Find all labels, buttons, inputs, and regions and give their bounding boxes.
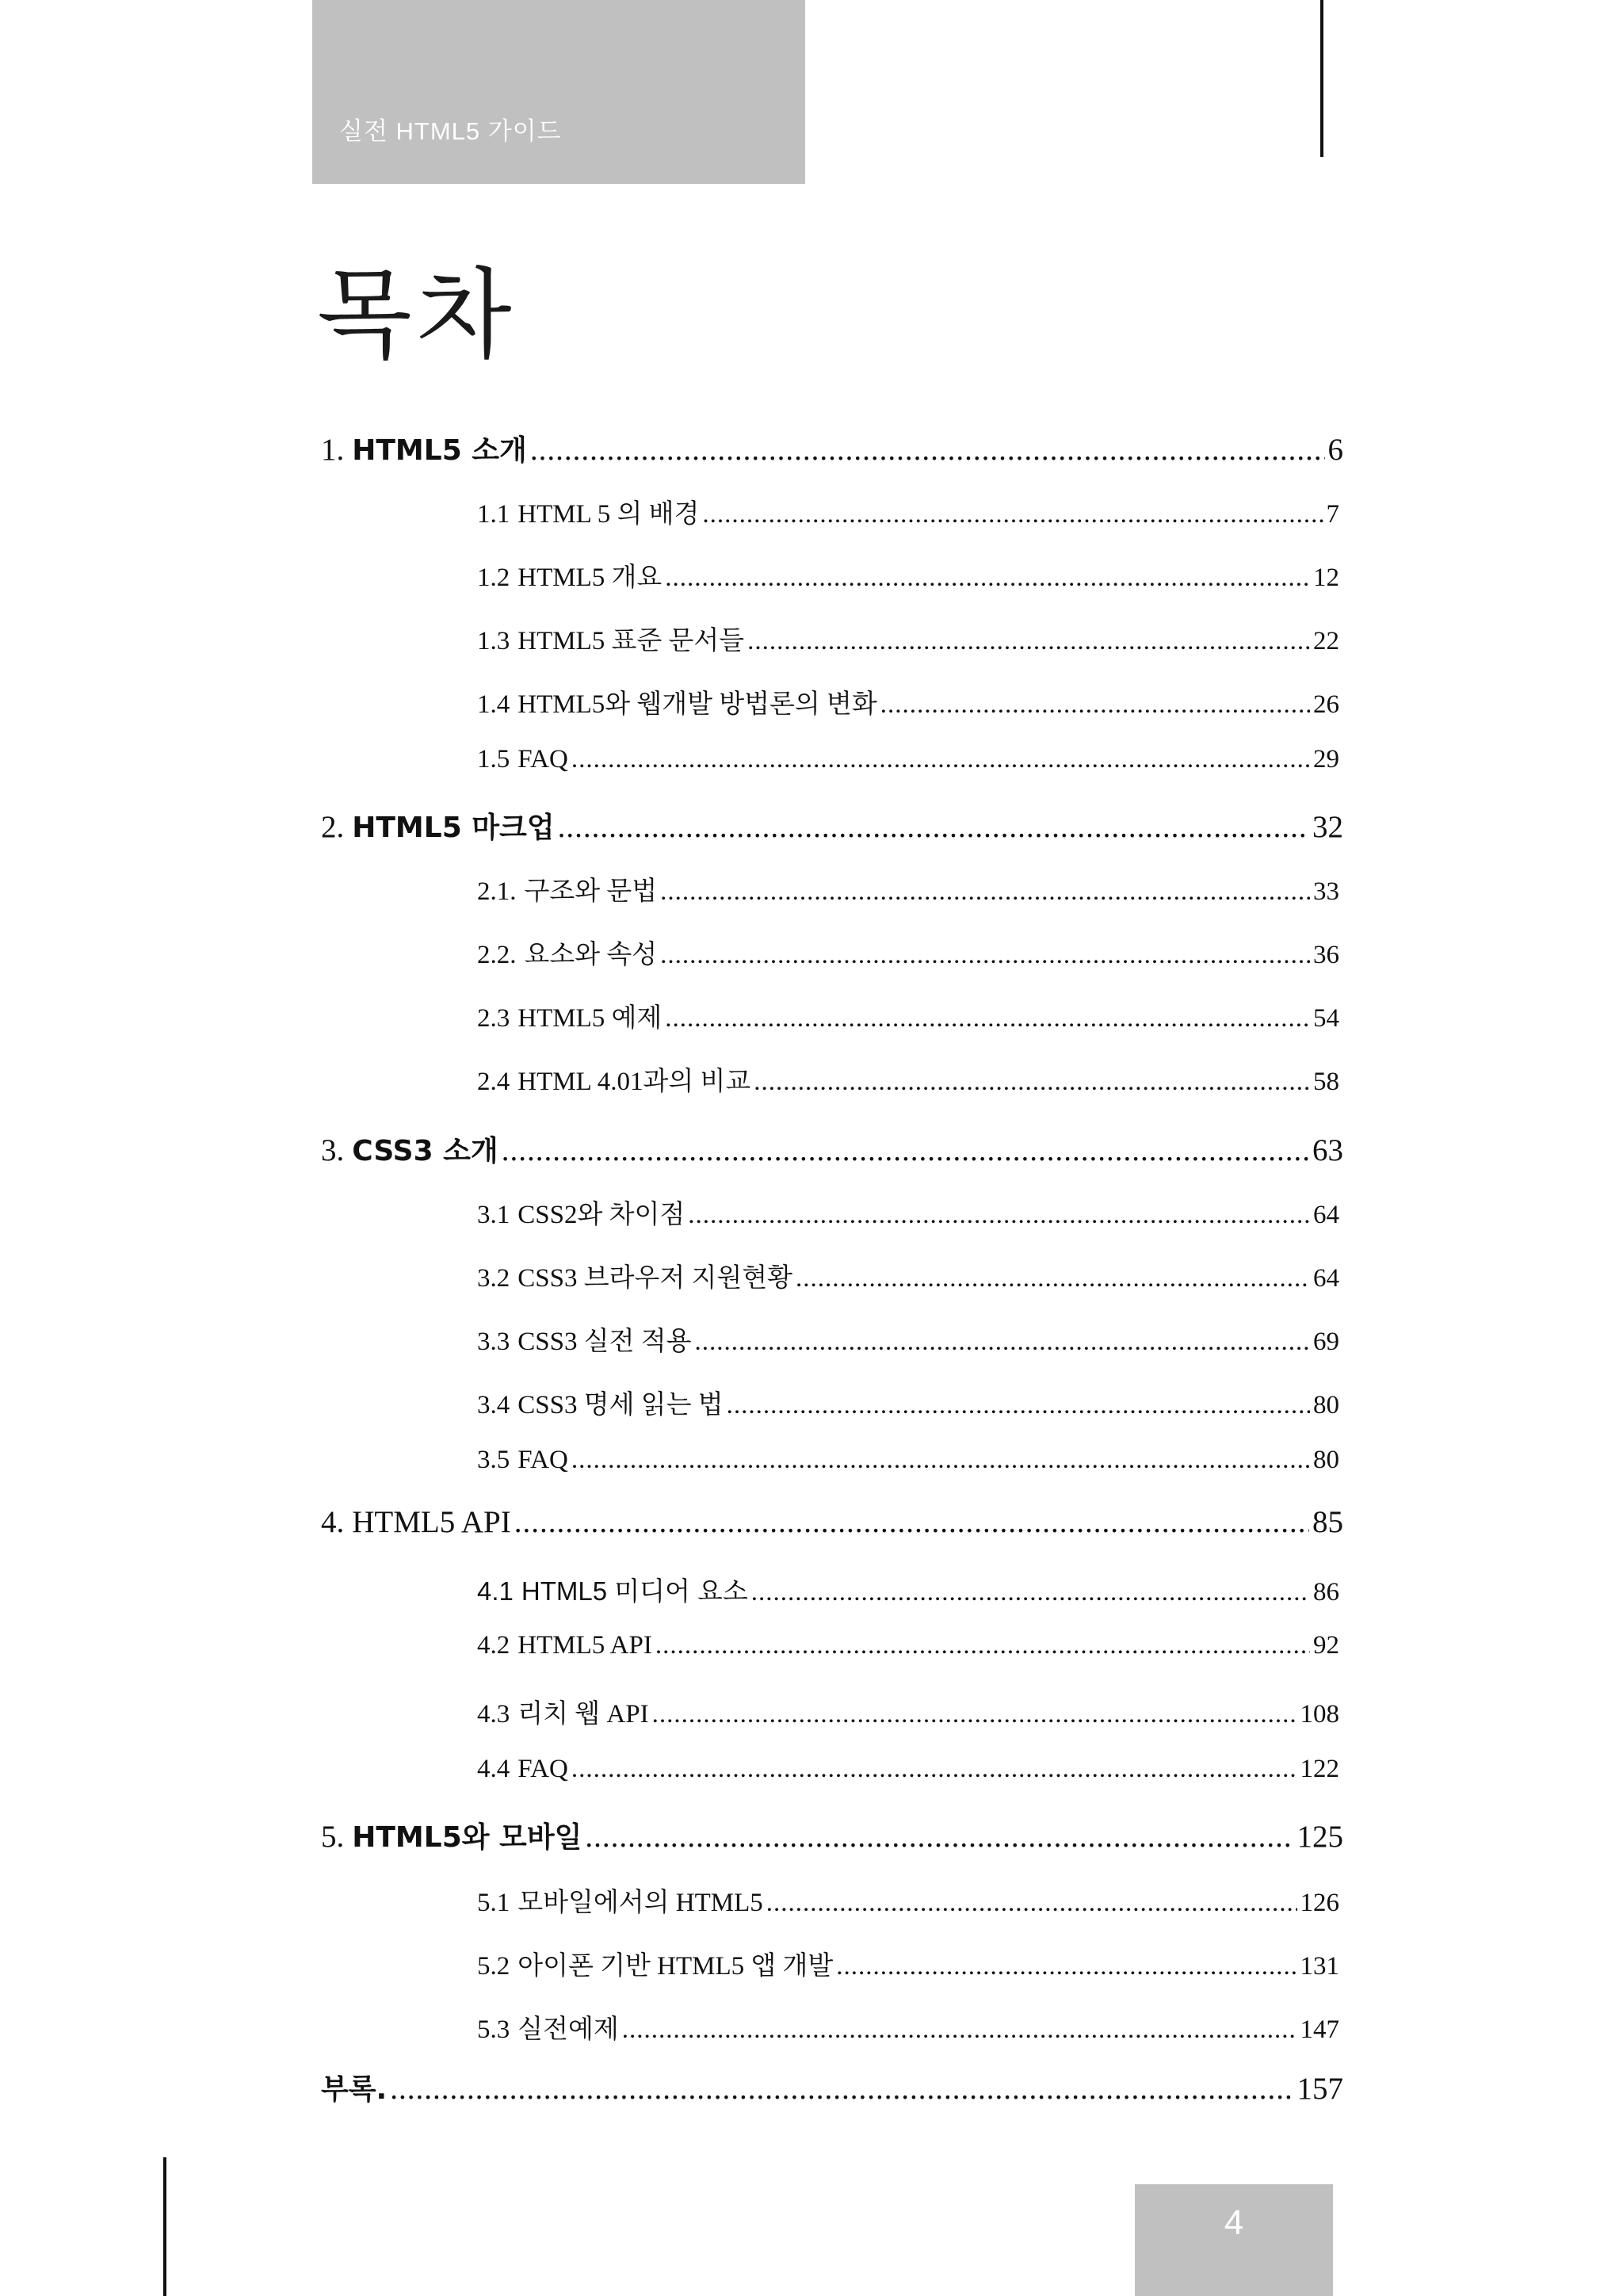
toc-entry-label: HTML5 예제	[517, 1004, 663, 1033]
toc-entry-page: 157	[1296, 2072, 1343, 2106]
toc-entry-label: 구조와 문법	[524, 877, 658, 906]
toc-entry-page: 58	[1313, 1068, 1339, 1096]
toc-entry-page: 36	[1313, 941, 1339, 969]
toc-entry-number: 5.	[321, 1820, 345, 1854]
bottom-margin-rule	[163, 2157, 166, 2296]
toc-section-entry[interactable]	[477, 1571, 1339, 1608]
toc-entry-label: HTML 5 의 배경	[517, 500, 700, 529]
toc-section-entry[interactable]	[477, 1755, 1339, 1784]
toc-entry-number: 4.	[321, 1505, 345, 1539]
toc-dot-leader	[652, 1700, 1297, 1729]
toc-entry-label: 실전예제	[517, 2015, 619, 2044]
toc-entry-page: 64	[1313, 1264, 1339, 1293]
page-title: 목차	[317, 258, 517, 372]
toc-chapter-entry[interactable]	[321, 2067, 1343, 2107]
toc-entry-label: 아이폰 기반 HTML5 앱 개발	[517, 1952, 834, 1981]
toc-dot-leader	[514, 1504, 1309, 1540]
toc-chapter-entry[interactable]	[321, 805, 1343, 846]
toc-entry-page: 6	[1327, 433, 1343, 467]
toc-entry-label: HTML5 개요	[517, 563, 663, 592]
toc-entry-number: 3.2	[477, 1264, 510, 1293]
toc-entry-label: HTML5와 웹개발 방법론의 변화	[517, 690, 877, 719]
toc-entry-page: 92	[1313, 1631, 1339, 1660]
toc-entry-page: 80	[1313, 1446, 1339, 1474]
toc-entry-number: 2.4	[477, 1068, 510, 1096]
toc-entry-number: 2.	[321, 810, 345, 844]
toc-entry-number: 1.2	[477, 563, 510, 592]
toc-entry-label: 부록.	[321, 2073, 388, 2106]
toc-dot-leader	[751, 1578, 1310, 1607]
toc-section-entry[interactable]	[477, 1194, 1339, 1231]
toc-dot-leader	[655, 1631, 1310, 1660]
toc-entry-label: HTML5 소개	[352, 434, 527, 467]
toc-entry-label: HTML5 표준 문서들	[517, 627, 745, 655]
toc-entry-number: 5.1	[477, 1889, 510, 1917]
toc-entry-label: CSS3 브라우저 지원현황	[517, 1264, 792, 1293]
toc-dot-leader	[665, 1004, 1310, 1033]
toc-section-entry[interactable]	[477, 1320, 1339, 1358]
toc-entry-page: 12	[1313, 563, 1339, 592]
toc-section-entry[interactable]	[477, 934, 1339, 971]
toc-entry-number: 4.4	[477, 1755, 510, 1783]
toc-entry-label: HTML5 API	[352, 1505, 511, 1539]
toc-entry-number: 4.1	[477, 1576, 514, 1606]
toc-section-entry[interactable]	[477, 1693, 1339, 1730]
toc-entry-number: 3.4	[477, 1391, 510, 1419]
toc-dot-leader	[754, 1068, 1310, 1097]
toc-dot-leader	[702, 500, 1323, 529]
page-number: 4	[1224, 2203, 1244, 2242]
toc-section-entry[interactable]	[477, 1446, 1339, 1475]
toc-entry-page: 33	[1313, 877, 1339, 906]
toc-dot-leader	[796, 1264, 1310, 1293]
toc-entry-label: 모바일에서의 HTML5	[517, 1889, 763, 1917]
toc-entry-page: 147	[1300, 2015, 1339, 2044]
toc-entry-label: 요소와 속성	[524, 941, 658, 969]
toc-chapter-entry[interactable]	[321, 428, 1343, 468]
toc-entry-number: 2.2.	[477, 941, 517, 969]
toc-entry-page: 80	[1313, 1391, 1339, 1419]
toc-entry-number: 1.5	[477, 745, 510, 774]
toc-entry-number: 5.3	[477, 2015, 510, 2044]
toc-dot-leader	[665, 563, 1310, 593]
toc-section-entry[interactable]	[477, 997, 1339, 1034]
toc-chapter-entry[interactable]	[321, 1815, 1343, 1855]
toc-chapter-entry[interactable]	[321, 1504, 1343, 1540]
toc-entry-page: 64	[1313, 1201, 1339, 1229]
toc-dot-leader	[836, 1952, 1296, 1981]
toc-dot-leader	[688, 1201, 1310, 1230]
toc-section-entry[interactable]	[477, 1384, 1339, 1421]
toc-entry-label: HTML5 마크업	[352, 812, 555, 844]
toc-entry-page: 29	[1313, 745, 1339, 774]
book-title-header: 실전 HTML5 가이드	[339, 117, 562, 145]
toc-dot-leader	[880, 690, 1310, 720]
toc-dot-leader	[502, 1133, 1309, 1168]
toc-section-entry[interactable]	[477, 493, 1339, 530]
toc-section-entry[interactable]	[477, 556, 1339, 594]
toc-dot-leader	[558, 809, 1309, 845]
toc-entry-label: FAQ	[517, 1446, 568, 1474]
toc-dot-leader	[766, 1889, 1297, 1918]
toc-entry-number: 1.3	[477, 627, 510, 655]
toc-entry-page: 54	[1313, 1004, 1339, 1033]
toc-entry-label: CSS3 소개	[352, 1135, 498, 1167]
toc-section-entry[interactable]	[477, 1257, 1339, 1294]
toc-section-entry[interactable]	[477, 1631, 1339, 1660]
toc-dot-leader	[660, 941, 1310, 970]
toc-entry-number: 1.4	[477, 690, 510, 719]
toc-entry-number: 2.3	[477, 1004, 510, 1033]
toc-entry-number: 1.1	[477, 500, 510, 529]
toc-entry-page: 32	[1312, 810, 1343, 844]
toc-section-entry[interactable]	[477, 620, 1339, 657]
toc-entry-page: 7	[1326, 500, 1339, 529]
toc-dot-leader	[660, 877, 1310, 907]
toc-entry-page: 22	[1313, 627, 1339, 655]
toc-entry-label: HTML5 미디어 요소	[521, 1576, 748, 1606]
toc-entry-label: FAQ	[517, 745, 568, 774]
toc-entry-label: CSS3 실전 적용	[517, 1328, 692, 1356]
toc-section-entry[interactable]	[477, 1945, 1339, 1982]
toc-entry-number: 5.2	[477, 1952, 510, 1981]
toc-chapter-entry[interactable]	[321, 1129, 1343, 1169]
toc-dot-leader	[571, 1446, 1310, 1475]
toc-entry-number: 3.1	[477, 1201, 510, 1229]
toc-section-entry[interactable]	[477, 1881, 1339, 1919]
toc-entry-number: 4.2	[477, 1631, 510, 1660]
toc-entry-number: 4.3	[477, 1700, 510, 1729]
toc-entry-page: 125	[1296, 1820, 1343, 1854]
toc-entry-page: 131	[1300, 1952, 1339, 1981]
toc-section-entry[interactable]	[477, 870, 1339, 907]
toc-entry-page: 26	[1313, 690, 1339, 719]
toc-section-entry[interactable]	[477, 683, 1339, 720]
toc-entry-label: HTML 4.01과의 비교	[517, 1068, 751, 1096]
toc-entry-page: 108	[1300, 1700, 1339, 1729]
toc-dot-leader	[585, 1819, 1293, 1855]
toc-entry-number: 1.	[321, 433, 345, 467]
toc-entry-label: HTML5와 모바일	[352, 1821, 582, 1854]
toc-entry-number: 3.5	[477, 1446, 510, 1474]
toc-entry-label: 리치 웹 API	[517, 1700, 649, 1729]
toc-dot-leader	[571, 1755, 1297, 1784]
toc-entry-page: 69	[1313, 1328, 1339, 1356]
toc-dot-leader	[747, 627, 1310, 656]
toc-entry-page: 126	[1300, 1889, 1339, 1917]
toc-dot-leader	[390, 2071, 1293, 2107]
toc-dot-leader	[694, 1328, 1310, 1357]
toc-entry-number: 3.	[321, 1133, 345, 1167]
toc-entry-page: 63	[1312, 1133, 1343, 1167]
toc-entry-page: 122	[1300, 1755, 1339, 1783]
toc-section-entry[interactable]	[477, 2008, 1339, 2046]
toc-section-entry[interactable]	[477, 1060, 1339, 1098]
toc-entry-label: CSS3 명세 읽는 법	[517, 1391, 724, 1419]
toc-dot-leader	[727, 1391, 1310, 1420]
toc-section-entry[interactable]	[477, 745, 1339, 774]
toc-dot-leader	[530, 432, 1325, 468]
toc-entry-label: CSS2와 차이점	[517, 1201, 685, 1229]
toc-dot-leader	[622, 2015, 1297, 2045]
toc-entry-page: 86	[1313, 1578, 1339, 1606]
toc-dot-leader	[571, 745, 1310, 774]
toc-entry-label: HTML5 API	[517, 1631, 652, 1660]
toc-entry-number: 2.1.	[477, 877, 517, 906]
toc-entry-label: FAQ	[517, 1755, 568, 1783]
toc-entry-page: 85	[1312, 1505, 1343, 1539]
toc-entry-number: 3.3	[477, 1328, 510, 1356]
